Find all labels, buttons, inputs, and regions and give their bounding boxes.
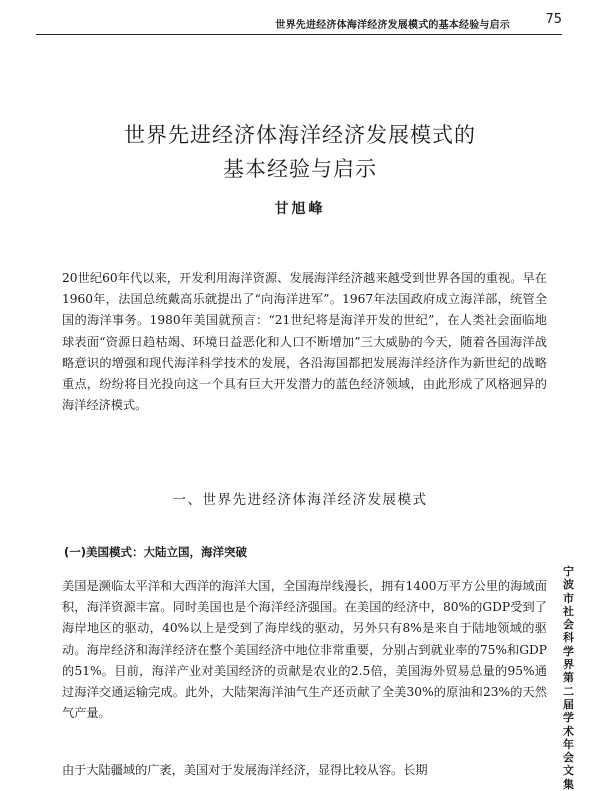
running-title: 世界先进经济体海洋经济发展模式的基本经验与启示 xyxy=(275,20,510,31)
side-margin-note: 宁波市社会科学界第二届学术年会文集 xyxy=(563,565,574,791)
title-line-2: 基本经验与启示 xyxy=(223,157,377,181)
title-line-1: 世界先进经济体海洋经济发展模式的 xyxy=(124,123,476,147)
running-header xyxy=(36,12,562,35)
us-model-paragraph: 美国是濒临太平洋和大西洋的海洋大国，全国海岸线漫长，拥有1400万平方公里的海域面积，海洋资源丰富。同时美国也是个海洋经济强国。在美国的经济中，80%的GDP受到了海岸地区的驱动，40%以上是受到了海岸线的驱动，另外只有8%是来自于陆地领域的驱动。海岸经济和海洋经济在整个美国经济中地位非常重要，分别占到就业率的75%和GDP的51%。目前，海洋产业对美国经济的贡献是农业的2.5倍，美国海外贸易总量的95%通过海洋交通运输完成。此外，大陆架海洋油气生产还贡献了全美30%的原油和23%的天然气产量。 xyxy=(62,579,547,721)
subsection-heading: (一)美国模式：大陆立国，海洋突破 xyxy=(64,545,248,559)
author-name: 甘旭峰 xyxy=(274,201,326,217)
continuation-paragraph: 由于大陆疆域的广袤，美国对于发展海洋经济，显得比较从容。长期 xyxy=(62,763,428,777)
article-title xyxy=(0,118,600,186)
page-number: 75 xyxy=(545,12,562,27)
intro-paragraph: 20世纪60年代以来，开发利用海洋资源、发展海洋经济越来越受到世界各国的重视。早在1960年，法国总统戴高乐就提出了“向海洋进军”。1967年法国政府成立海洋部，统管全国的海洋事务。1980年美国就预言：“21世纪将是海洋开发的世纪”，在人类社会面临地球表面“资源日趋枯竭、环境日益恶化和人口不断增加”三大威胁的今天，随着各国海洋战略意识的增强和现代海洋科学技术的发展，各沿海国都把发展海洋经济作为新世纪的战略重点，纷纷将目光投向这一个具有巨大开发潜力的蓝色经济领域，由此形成了风格迥异的海洋经济模式。 xyxy=(62,271,547,413)
section-heading: 一、世界先进经济体海洋经济发展模式 xyxy=(172,492,428,508)
